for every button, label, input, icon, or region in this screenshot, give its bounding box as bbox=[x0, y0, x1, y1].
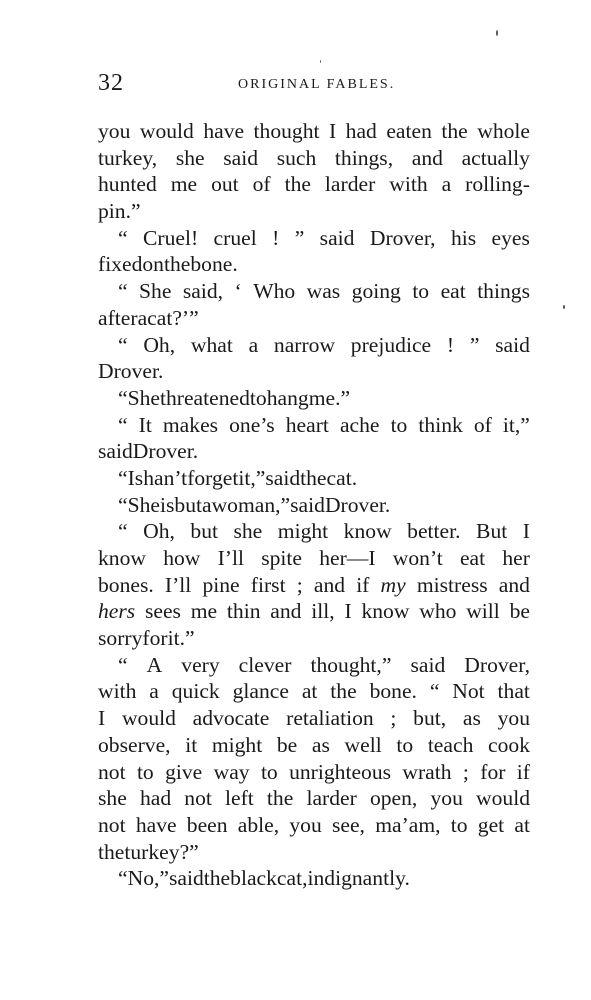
word: she bbox=[98, 786, 127, 811]
word: well bbox=[344, 732, 382, 757]
word: Oh, bbox=[143, 332, 176, 357]
word: said bbox=[495, 332, 530, 357]
word: pin.” bbox=[98, 199, 141, 224]
word: had bbox=[139, 786, 172, 811]
page-number: 32 bbox=[98, 70, 124, 96]
word: give bbox=[165, 759, 203, 784]
word: and bbox=[313, 572, 346, 597]
word: “ bbox=[118, 492, 128, 517]
word: to bbox=[396, 732, 414, 757]
scan-speck bbox=[563, 305, 565, 309]
text-line bbox=[98, 518, 530, 545]
word: hers bbox=[98, 599, 136, 624]
word: had bbox=[345, 119, 377, 143]
word: a bbox=[137, 305, 148, 330]
word: “ bbox=[118, 412, 128, 437]
word: ” bbox=[469, 332, 480, 357]
word: if bbox=[356, 572, 370, 597]
word: would bbox=[121, 706, 176, 731]
word: She bbox=[139, 279, 172, 304]
word: thought bbox=[253, 119, 320, 143]
text-line bbox=[98, 652, 530, 679]
text-line bbox=[98, 678, 530, 705]
word: “ bbox=[118, 385, 128, 410]
word: you bbox=[289, 812, 322, 837]
word: retaliation bbox=[286, 706, 374, 731]
word: threatened bbox=[159, 385, 250, 410]
word: you bbox=[497, 706, 530, 731]
word: But bbox=[476, 519, 508, 544]
word: black bbox=[230, 866, 277, 891]
word: eat bbox=[459, 546, 486, 570]
scan-speck bbox=[320, 60, 321, 63]
word: said, bbox=[182, 279, 224, 304]
text-line bbox=[98, 545, 530, 572]
text-line bbox=[98, 118, 530, 145]
word: pine bbox=[202, 572, 240, 597]
word: with bbox=[389, 172, 428, 197]
text-line bbox=[98, 812, 530, 839]
word: not bbox=[98, 759, 126, 784]
word: eyes bbox=[491, 225, 530, 250]
word: me bbox=[190, 599, 218, 624]
word: “ bbox=[429, 679, 440, 704]
word: cook bbox=[488, 732, 530, 757]
word: but, bbox=[413, 706, 447, 731]
word: Who bbox=[253, 279, 296, 304]
word: with bbox=[98, 679, 137, 704]
word: was bbox=[306, 279, 341, 304]
word: larder bbox=[306, 786, 357, 811]
text-line bbox=[98, 625, 530, 652]
word: she bbox=[175, 145, 205, 170]
word: as bbox=[311, 732, 330, 757]
word: me bbox=[170, 172, 198, 197]
word: indignantly. bbox=[307, 866, 410, 891]
word: on bbox=[142, 252, 164, 277]
word: “ bbox=[118, 465, 128, 490]
word: will bbox=[466, 599, 500, 624]
word: I bbox=[127, 465, 135, 490]
word: said bbox=[410, 652, 446, 677]
word: might bbox=[211, 732, 263, 757]
word: makes bbox=[162, 412, 219, 437]
word: for bbox=[142, 626, 168, 651]
word: be bbox=[276, 732, 298, 757]
word: what bbox=[190, 332, 233, 357]
word: She bbox=[127, 492, 160, 517]
word: Drover. bbox=[324, 492, 391, 517]
word: not bbox=[184, 786, 212, 811]
word: of bbox=[473, 412, 492, 437]
word: eat bbox=[440, 279, 466, 304]
word: ” bbox=[189, 305, 199, 330]
word: know bbox=[343, 519, 392, 544]
text-line bbox=[98, 732, 530, 759]
word: rolling- bbox=[465, 172, 530, 197]
word: Not bbox=[452, 679, 485, 704]
text-line bbox=[98, 251, 530, 278]
word: eaten bbox=[386, 119, 432, 143]
word: the bbox=[330, 679, 357, 704]
word: I’ll bbox=[217, 546, 244, 570]
text-line bbox=[98, 305, 530, 332]
word: way bbox=[213, 759, 250, 784]
word: think bbox=[418, 412, 463, 437]
word: ’ bbox=[181, 305, 190, 330]
word: heart bbox=[285, 412, 329, 437]
word: have bbox=[135, 812, 177, 837]
word: better. bbox=[407, 519, 461, 544]
word: whole bbox=[477, 119, 530, 143]
word: cat, bbox=[276, 866, 308, 891]
text-line bbox=[98, 572, 530, 599]
word: for bbox=[480, 759, 506, 784]
word: the bbox=[300, 465, 327, 490]
word: ‘ bbox=[234, 279, 242, 304]
word: “ bbox=[118, 519, 128, 544]
word: ; bbox=[390, 706, 397, 731]
word: after bbox=[98, 305, 138, 330]
text-line bbox=[98, 465, 530, 492]
word: things bbox=[477, 279, 530, 304]
word: said bbox=[98, 439, 133, 464]
text-line bbox=[98, 759, 530, 786]
word: of bbox=[252, 172, 271, 197]
word: ! bbox=[446, 332, 455, 357]
word: a bbox=[149, 679, 159, 704]
word: said bbox=[319, 225, 355, 250]
word: cruel bbox=[213, 225, 257, 250]
word: woman,” bbox=[211, 492, 291, 517]
word: quick bbox=[171, 679, 220, 704]
word: his bbox=[450, 225, 477, 250]
word: a bbox=[441, 172, 452, 197]
word: wrath bbox=[402, 759, 452, 784]
running-head: ORIGINAL FABLES. bbox=[238, 77, 396, 92]
word: said bbox=[223, 145, 259, 170]
text-line bbox=[98, 839, 530, 866]
word: “ bbox=[118, 332, 128, 357]
word: to bbox=[412, 279, 430, 304]
text-line bbox=[98, 865, 530, 892]
word: and bbox=[498, 572, 530, 597]
text-line bbox=[98, 705, 530, 732]
word: ma’am, bbox=[375, 812, 441, 837]
word: bones. bbox=[98, 572, 154, 597]
page-header bbox=[98, 70, 528, 100]
word: the bbox=[284, 172, 311, 197]
word: to bbox=[390, 412, 408, 437]
word: and bbox=[411, 145, 443, 170]
word: larder bbox=[324, 172, 376, 197]
word: Drover, bbox=[369, 225, 436, 250]
word: No,” bbox=[127, 866, 169, 891]
word: “ bbox=[118, 866, 128, 891]
word: actually bbox=[461, 145, 530, 170]
word: one’s bbox=[229, 412, 275, 437]
word: I bbox=[98, 706, 106, 731]
word: very bbox=[181, 652, 220, 677]
text-line bbox=[98, 278, 530, 305]
word: to bbox=[450, 812, 468, 837]
word: to bbox=[249, 385, 267, 410]
text-line bbox=[98, 492, 530, 519]
text-line bbox=[98, 438, 530, 465]
word: bone. bbox=[369, 679, 417, 704]
word: a bbox=[201, 492, 212, 517]
word: narrow bbox=[273, 332, 336, 357]
text-line bbox=[98, 412, 530, 439]
word: ” bbox=[294, 225, 305, 250]
scan-speck bbox=[496, 30, 498, 36]
word: turkey, bbox=[98, 145, 158, 170]
word: you bbox=[430, 786, 463, 811]
word: is bbox=[159, 492, 175, 517]
word: ? bbox=[172, 305, 182, 330]
word: cat bbox=[147, 305, 173, 330]
word: teach bbox=[427, 732, 474, 757]
word: “ bbox=[118, 225, 128, 250]
word: ” bbox=[189, 839, 199, 864]
word: bone. bbox=[190, 252, 238, 277]
word: “ bbox=[118, 279, 128, 304]
word: it.” bbox=[167, 626, 195, 651]
word: my bbox=[380, 572, 406, 597]
word: glance bbox=[232, 679, 289, 704]
text-line bbox=[98, 145, 530, 172]
text-line bbox=[98, 332, 530, 359]
word: it bbox=[185, 732, 198, 757]
word: first bbox=[250, 572, 286, 597]
word: have bbox=[203, 119, 245, 143]
word: said bbox=[265, 465, 301, 490]
word: you bbox=[98, 119, 131, 143]
word: who bbox=[419, 599, 457, 624]
word: turkey bbox=[124, 839, 180, 864]
word: Cruel! bbox=[142, 225, 199, 250]
word: sees bbox=[144, 599, 181, 624]
word: shan’t bbox=[134, 465, 188, 490]
word: know bbox=[98, 546, 146, 570]
word: might bbox=[277, 519, 329, 544]
body-text bbox=[98, 118, 530, 892]
word: a bbox=[248, 332, 259, 357]
word: be bbox=[509, 599, 530, 624]
word: her—I bbox=[319, 546, 376, 570]
word: open, bbox=[369, 786, 418, 811]
word: but bbox=[174, 492, 202, 517]
word: I bbox=[522, 519, 530, 544]
word: “ bbox=[118, 652, 128, 677]
word: know bbox=[361, 599, 410, 624]
word: Drover, bbox=[464, 652, 530, 677]
word: at bbox=[301, 679, 318, 704]
word: to bbox=[136, 759, 154, 784]
word: advocate bbox=[192, 706, 270, 731]
word: the bbox=[98, 839, 125, 864]
text-line bbox=[98, 385, 530, 412]
word: hang bbox=[266, 385, 309, 410]
word: get bbox=[477, 812, 505, 837]
word: spite bbox=[261, 546, 302, 570]
word: such bbox=[276, 145, 317, 170]
text-line bbox=[98, 358, 530, 385]
word: it,” bbox=[502, 412, 530, 437]
word: hunted bbox=[98, 172, 157, 197]
text-line bbox=[98, 598, 530, 625]
word: but bbox=[190, 519, 218, 544]
word: Drover. bbox=[132, 439, 199, 464]
text-line bbox=[98, 171, 530, 198]
word: ill, bbox=[311, 599, 335, 624]
word: prejudice bbox=[350, 332, 432, 357]
word: to bbox=[260, 759, 278, 784]
word: unrighteous bbox=[289, 759, 392, 784]
word: Oh, bbox=[143, 519, 175, 544]
word: ! bbox=[272, 225, 280, 250]
word: things, bbox=[334, 145, 394, 170]
word: would bbox=[139, 119, 194, 143]
word: left bbox=[225, 786, 254, 811]
text-line bbox=[98, 198, 530, 225]
word: said bbox=[168, 866, 204, 891]
word: how bbox=[163, 546, 201, 570]
word: the bbox=[203, 866, 231, 891]
word: clever bbox=[238, 652, 292, 677]
word: the bbox=[163, 252, 191, 277]
word: the bbox=[441, 119, 468, 143]
word: ; bbox=[462, 759, 469, 784]
word: thin bbox=[226, 599, 261, 624]
word: going bbox=[351, 279, 401, 304]
word: ache bbox=[339, 412, 380, 437]
word: It bbox=[138, 412, 152, 437]
word: if bbox=[516, 759, 530, 784]
word: I bbox=[329, 119, 337, 143]
word: see, bbox=[331, 812, 365, 837]
word: sorry bbox=[98, 626, 143, 651]
word: I bbox=[344, 599, 352, 624]
word: observe, bbox=[98, 732, 171, 757]
word: ? bbox=[179, 839, 190, 864]
word: not bbox=[98, 812, 126, 837]
word: forget bbox=[187, 465, 239, 490]
word: the bbox=[266, 786, 294, 811]
word: out bbox=[211, 172, 239, 197]
word: I’ll bbox=[164, 572, 192, 597]
word: Drover. bbox=[98, 359, 164, 384]
word: me.” bbox=[308, 385, 351, 410]
word: She bbox=[127, 385, 160, 410]
text-line bbox=[98, 785, 530, 812]
word: her bbox=[502, 546, 530, 570]
word: that bbox=[497, 679, 530, 704]
word: thought,” bbox=[310, 652, 392, 677]
word: mistress bbox=[416, 572, 488, 597]
word: as bbox=[462, 706, 481, 731]
word: cat. bbox=[326, 465, 358, 490]
word: it,” bbox=[238, 465, 266, 490]
word: fixed bbox=[98, 252, 143, 277]
word: she bbox=[233, 519, 263, 544]
word: at bbox=[514, 812, 530, 837]
word: said bbox=[290, 492, 325, 517]
word: ; bbox=[296, 572, 303, 597]
word: won’t bbox=[392, 546, 443, 570]
word: and bbox=[270, 599, 302, 624]
word: would bbox=[476, 786, 530, 811]
word: been bbox=[186, 812, 228, 837]
word: A bbox=[146, 652, 163, 677]
text-line bbox=[98, 225, 530, 252]
word: able, bbox=[237, 812, 280, 837]
